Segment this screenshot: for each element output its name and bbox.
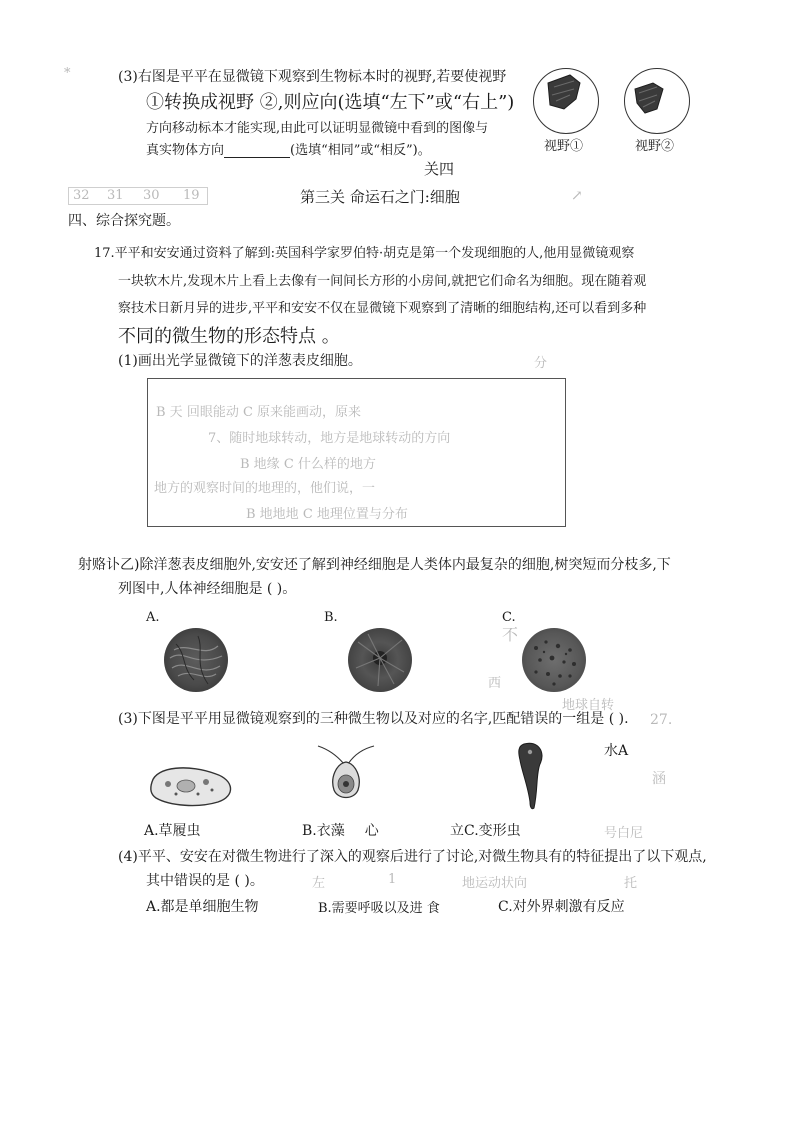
q17-2-line1: 射赂讣乙)除洋葱表皮细胞外,安安还了解到神经细胞是人类体内最复杂的细胞,树突短而分枝多,下 [78, 557, 671, 573]
score-digit: 32 [73, 188, 90, 203]
stray-mark: 左 [312, 876, 326, 891]
organism-label-c [450, 820, 521, 840]
level-title: 关四 [424, 160, 455, 178]
score-digit: 30 [143, 188, 160, 203]
stray-mark: 涵 [652, 771, 666, 787]
drawing-answer-box[interactable] [147, 378, 566, 527]
view-field-1-label: 视野① [544, 139, 584, 154]
stray-mark: * [64, 66, 71, 81]
section-title: 四、综合探究题。 [68, 213, 180, 229]
specimen-2-icon [625, 69, 691, 135]
q17-line2: 一块软木片,发现木片上看上去像有一间间长方形的小房间,就把它们命名为细胞。现在随着观 [118, 274, 647, 289]
organism-label-c-text: C.变形虫 [464, 823, 521, 839]
stray-mark: 号白尼 [604, 826, 644, 841]
bleed-text: B 地地地 C 地理位置与分布 [246, 507, 408, 522]
cell-image-c[interactable] [522, 628, 586, 692]
q3-top-line4-hint: (选填“相同”或“相反”)。 [290, 143, 431, 158]
organism-label-c-prefix: 立 [450, 823, 464, 839]
answer-blank[interactable] [224, 145, 290, 158]
q3-top-line1: (3)右图是平平在显微镜下观察到生物标本时的视野,若要使视野 [118, 69, 507, 85]
score-bar [68, 187, 208, 205]
specimen-1-icon [534, 69, 600, 135]
euglena-icon[interactable] [512, 738, 552, 812]
q17-4-line1: (4)平平、安安在对微生物进行了深入的观察后进行了讨论,对微生物具有的特征提出了以下观点, [118, 849, 707, 865]
organism-label-b-extra: 心 [364, 823, 379, 839]
q17-3-line1: (3)下图是平平用显微镜观察到的三种微生物以及对应的名字,匹配错误的一组是 ( ). [118, 711, 629, 727]
q17-line4: 不同的微生物的形态特点 。 [118, 326, 340, 347]
bleed-text: B 地缘 C 什么样的地方 [240, 457, 376, 472]
option-b-label: B. [324, 610, 338, 625]
option-c-label: C. [502, 610, 516, 625]
level-subtitle: 第三关 命运石之门:细胞 [300, 188, 460, 206]
neuron-cell-icon [348, 628, 412, 692]
q3-top-line4-text: 真实物体方向 [146, 143, 225, 158]
organism-label-b [302, 820, 379, 840]
stray-mark: 27. [650, 712, 673, 728]
view-field-2 [624, 68, 690, 134]
paramecium-icon[interactable] [146, 760, 238, 810]
chlamydomonas-icon[interactable] [316, 744, 376, 808]
option-a-label: A. [146, 610, 160, 625]
q17-1-prompt: (1)画出光学显微镜下的洋葱表皮细胞。 [118, 353, 362, 369]
q17-4-option-a[interactable]: A.都是单细胞生物 [146, 899, 259, 915]
stray-mark: 托 [624, 876, 638, 891]
q17-4-line2: 其中错误的是 ( )。 [146, 873, 264, 889]
score-digit: 31 [107, 188, 124, 203]
granular-cell-icon [522, 628, 586, 692]
q17-4-option-b[interactable]: B.需要呼吸以及进 食 [318, 901, 440, 916]
organism-label-a: A.草履虫 [144, 823, 201, 839]
view-field-1 [533, 68, 599, 134]
stray-arrow-mark: ↗ [571, 188, 583, 204]
q17-line3: 察技术日新月异的进步,平平和安安不仅在显微镜下观察到了清晰的细胞结构,还可以看到多种 [118, 301, 647, 316]
stray-mark: 1 [388, 872, 397, 887]
bleed-text: 7、随时地球转动，地方是地球转动的方向 [208, 431, 451, 446]
stray-mark: 西 [488, 676, 502, 691]
stray-mark: 分 [534, 356, 548, 371]
q3-top-line3: 方向移动标本才能实现,由此可以证明显微镜中看到的图像与 [146, 121, 489, 136]
q17-line1: 17.平平和安安通过资料了解到:英国科学家罗伯特·胡克是第一个发现细胞的人,他用显微镜观察 [94, 246, 635, 261]
q17-2-line2: 列图中,人体神经细胞是 ( )。 [118, 581, 297, 597]
score-digit: 19 [183, 188, 200, 203]
q3-top-line2: ①转换成视野 ②,则应向(选填“左下”或“右上”) [146, 92, 515, 113]
stray-mark: 不 [502, 625, 519, 644]
view-field-2-label: 视野② [635, 139, 675, 154]
organism-label-b-text: B.衣藻 [302, 823, 345, 839]
bleed-text: 地方的观察时间的地理的，他们说，一 [154, 481, 376, 496]
corner-text: 水A [604, 743, 629, 759]
stray-mark: 地运动状向 [462, 876, 528, 891]
bleed-text: B 天 回眼能动 C 原来能画动，原来 [156, 405, 362, 420]
cell-image-a[interactable] [164, 628, 228, 692]
q3-top-line4 [146, 139, 431, 158]
stray-mark: 地球自转 [562, 698, 615, 713]
q17-4-option-c[interactable]: C.对外界刺激有反应 [498, 899, 625, 915]
fibrous-cell-icon [164, 628, 228, 692]
cell-image-b[interactable] [348, 628, 412, 692]
